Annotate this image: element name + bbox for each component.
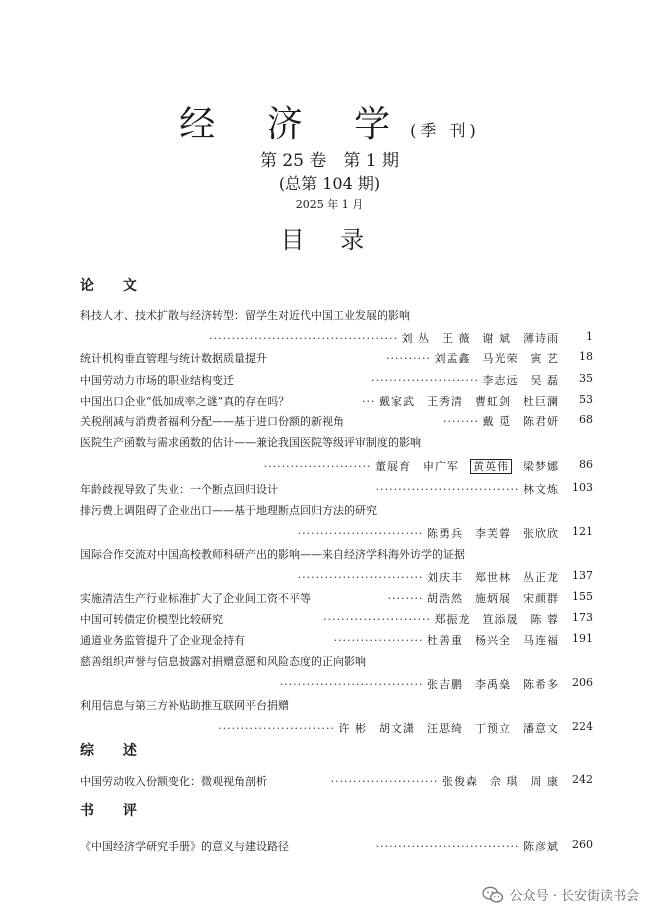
entry-authors: ·························· 许 彬 胡文潇 汪思绮 丁预立 潘意文 bbox=[218, 722, 559, 735]
entry-page: 242 bbox=[572, 773, 593, 786]
entry-title[interactable]: 中国出口企业“低加成率之谜”真的存在吗？ bbox=[80, 395, 290, 408]
entry-authors: ···························· 陈勇兵 李芙蓉 张欣欣 bbox=[297, 527, 559, 540]
entry-title[interactable]: 中国劳动收入份额变化：微观视角剖析 bbox=[80, 775, 267, 788]
wechat-icon bbox=[482, 886, 504, 904]
entry-page: 137 bbox=[572, 569, 593, 582]
entry-title[interactable]: 医院生产函数与需求函数的估计——兼论我国医院等级评审制度的影响 bbox=[80, 436, 421, 449]
entry-title[interactable]: 中国可转债定价模型比较研究 bbox=[80, 613, 223, 626]
entry-page: 224 bbox=[572, 720, 593, 733]
entry-title[interactable]: 年龄歧视导致了失业：一个断点回归设计 bbox=[80, 483, 278, 496]
entry-authors: ························ 张俊森 佘 琪 周 康 bbox=[330, 775, 559, 788]
entry-authors: ···························· 刘庆丰 郑世林 丛正龙 bbox=[297, 571, 559, 584]
issue-date: 2025 年 1 月 bbox=[295, 198, 364, 211]
entry-authors: ································ 陈彦斌 bbox=[375, 840, 559, 853]
entry-title[interactable]: 统计机构垂直管理与统计数据质量提升 bbox=[80, 352, 267, 365]
entry-title[interactable]: 实施清洁生产行业标准扩大了企业间工资不平等 bbox=[80, 592, 311, 605]
total-issue: (总第 104 期) bbox=[278, 174, 381, 193]
entry-authors: ···················· 杜善重 杨兴全 马连福 bbox=[333, 634, 559, 647]
entry-authors: ·········································· 刘 丛 王 薇 谢 斌 薄诗雨 bbox=[209, 332, 559, 345]
entry-authors: ·········· 刘孟鑫 马光荣 寅 艺 bbox=[386, 352, 559, 365]
entry-title[interactable]: 慈善组织声誉与信息披露对捐赠意愿和风险态度的正向影响 bbox=[80, 655, 366, 668]
entry-title[interactable]: 关税削减与消费者福利分配——基于进口份额的新视角 bbox=[80, 415, 344, 428]
entry-page: 191 bbox=[572, 632, 593, 645]
highlighted-author: 黄英伟 bbox=[470, 459, 512, 474]
entry-authors: ································ 张吉鹏 李禹燊 陈希多 bbox=[279, 678, 559, 691]
section-heading-papers: 论 文 bbox=[80, 278, 149, 294]
toc-heading: 目 录 bbox=[280, 226, 379, 254]
entry-page: 86 bbox=[579, 458, 593, 471]
entry-page: 68 bbox=[579, 413, 593, 426]
entry-page: 121 bbox=[572, 525, 593, 538]
entry-authors: ··· 戴家武 王秀清 曹虹剑 杜巨澜 bbox=[362, 395, 559, 408]
journal-title: 经 济 学(季 刊) bbox=[179, 104, 480, 145]
entry-authors: ································ 林文炼 bbox=[375, 483, 559, 496]
section-heading-review: 综 述 bbox=[80, 743, 149, 759]
entry-page: 18 bbox=[579, 350, 593, 363]
entry-authors: ········ 胡浩然 施炳展 宋颜群 bbox=[387, 592, 559, 605]
issue-number: 第 25 卷 第 1 期 bbox=[259, 151, 400, 171]
entry-title[interactable]: 排污费上调阻碍了企业出口——基于地理断点回归方法的研究 bbox=[80, 504, 377, 517]
entry-authors: ························ 董展育 申广军 黄英伟 梁梦娜 bbox=[263, 460, 559, 473]
entry-title[interactable]: 通道业务监管提升了企业现金持有 bbox=[80, 634, 245, 647]
journal-subtitle: (季 刊) bbox=[410, 121, 480, 140]
watermark-text: 公众号 · 长安街读书会 bbox=[509, 889, 639, 904]
entry-page: 53 bbox=[579, 393, 593, 406]
entry-title[interactable]: 利用信息与第三方补贴助推互联网平台捐赠 bbox=[80, 699, 289, 712]
entry-page: 173 bbox=[572, 611, 593, 624]
entry-page: 260 bbox=[572, 838, 593, 851]
entry-title[interactable]: 科技人才、技术扩散与经济转型：留学生对近代中国工业发展的影响 bbox=[80, 309, 410, 322]
entry-page: 1 bbox=[586, 330, 593, 343]
watermark bbox=[482, 885, 639, 904]
entry-page: 35 bbox=[579, 372, 593, 385]
entry-authors: ························ 郑振龙 笪添晟 陈 蓉 bbox=[323, 613, 559, 626]
section-heading-book-review: 书 评 bbox=[80, 803, 149, 819]
entry-authors: ········ 戴 觅 陈君妍 bbox=[443, 415, 559, 428]
entry-title[interactable]: 国际合作交流对中国高校教师科研产出的影响——来自经济学科海外访学的证据 bbox=[80, 548, 465, 561]
entry-title[interactable]: 《中国经济学研究手册》的意义与建设路径 bbox=[80, 840, 289, 853]
entry-authors: ························ 李志远 吴 磊 bbox=[371, 374, 559, 387]
entry-title[interactable]: 中国劳动力市场的职业结构变迁 bbox=[80, 374, 234, 387]
entry-page: 155 bbox=[572, 590, 593, 603]
entry-page: 103 bbox=[572, 481, 593, 494]
entry-page: 206 bbox=[572, 676, 593, 689]
